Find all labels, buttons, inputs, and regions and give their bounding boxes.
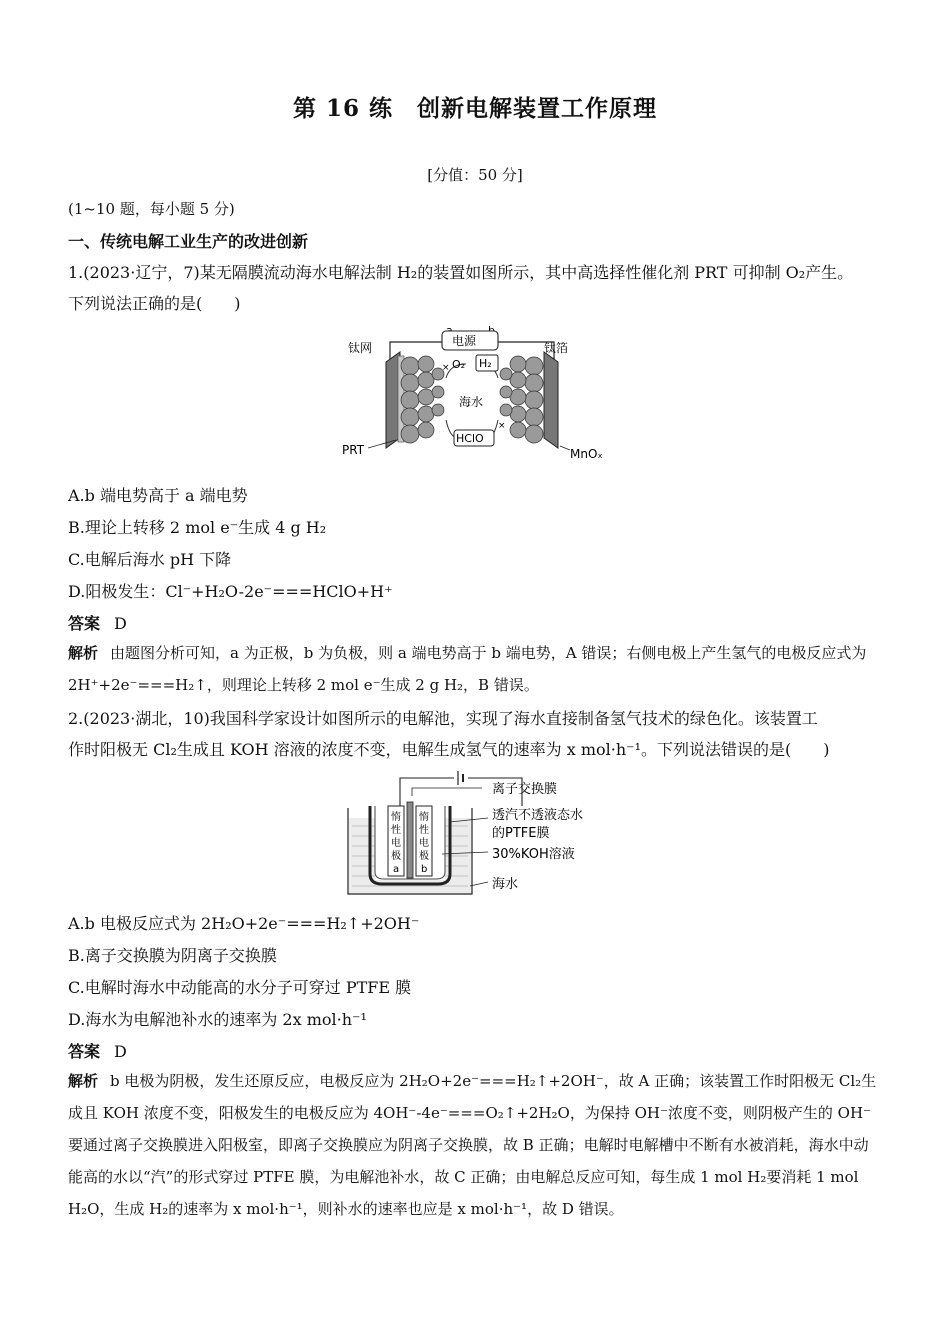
q2-electrode-a-char: a <box>393 864 400 875</box>
q2-fig-koh: 30%KOH溶液 <box>492 847 575 862</box>
q1-option-b: B.理论上转移 2 mol e⁻生成 4 g H₂ <box>68 518 327 537</box>
q1-fig-h2: H₂ <box>479 357 492 370</box>
q2-electrode-b-char: 电 <box>419 838 429 849</box>
q2-option-b: B.离子交换膜为阴离子交换膜 <box>68 946 277 965</box>
q2-fig-membrane: 离子交换膜 <box>492 782 558 797</box>
q2-electrode-a-char: 极 <box>391 851 401 862</box>
q1-answer <box>68 611 127 634</box>
q2-answer-label: 答案 <box>68 1042 101 1061</box>
q2-electrode-b-char: 性 <box>419 825 429 836</box>
q1-right-catalyst-spheres <box>500 356 543 443</box>
q1-stem-line1: 1.(2023·辽宁，7)某无隔膜流动海水电解法制 H₂的装置如图所示，其中高选择性催化剂 PRT 可抑制 O₂产生。 <box>68 263 854 282</box>
q1-fig-seawater: 海水 <box>459 395 484 409</box>
section-title: 一、传统电解工业生产的改进创新 <box>68 232 309 251</box>
q1-fig-o2: O₂ <box>452 358 466 371</box>
q1-option-d: D.阳极发生：Cl⁻+H₂O-2e⁻===HClO+H⁺ <box>68 582 393 601</box>
q1-fig-cross-left: × <box>442 363 450 373</box>
q1-explanation-label: 解析 <box>68 644 99 662</box>
q2-ion-exchange-membrane <box>407 802 413 878</box>
q1-answer-label: 答案 <box>68 614 101 633</box>
q1-explanation-text: 由题图分析可知，a 为正极，b 为负极，则 a 端电势高于 b 端电势，A 错误；右侧电极上产生氢气的电极反应式为 2H⁺+2e⁻===H₂↑，则理论上转移 2 mol e⁻生成 2 g H₂，B 错误。 <box>68 644 867 694</box>
q2-option-a: A.b 电极反应式为 2H₂O+2e⁻===H₂↑+2OH⁻ <box>68 914 420 933</box>
q2-stem-line1: 2.(2023·湖北，10)我国科学家设计如图所示的电解池，实现了海水直接制备氢气技术的绿色化。该装置工 <box>68 709 818 728</box>
q2-explanation-text: b 电极为阴极，发生还原反应，电极反应为 2H₂O+2e⁻===H₂↑+2OH⁻，故 A 正确；该装置工作时阳极无 Cl₂生成且 KOH 浓度不变，阳极发生的电极反应为 4OH⁻-4e⁻===O₂↑+2H₂O，为保持 OH⁻浓度不变，则阴极产生的 OH⁻要通过离子交换膜进入阳极室，即离子交换膜应为阴离子交换膜，故 B 正确；电解时电解槽中不断有水被消耗，海水中动能高的水以“汽”的形式穿过 PTFE 膜，为电解池补水，故 C 正确；由电解总反应可知，每生成 1 mol H₂要消耗 1 mol H₂O，生成 H₂的速率为 x mol·h⁻¹，则补水的速率也应是 x mol·h⁻¹，故 D 错误。 <box>68 1072 877 1218</box>
q2-electrode-a-char: 惰 <box>391 812 401 823</box>
q1-fig-prt: PRT <box>342 443 365 457</box>
q1-fig-mnox: MnOₓ <box>570 447 603 461</box>
q1-option-a: A.b 端电势高于 a 端电势 <box>68 486 248 505</box>
q2-explanation-label: 解析 <box>68 1072 99 1090</box>
q1-electrolysis-figure <box>338 320 618 470</box>
q2-electrode-a-char: 电 <box>391 838 401 849</box>
q1-left-catalyst-spheres <box>401 356 444 443</box>
q2-stem-line2: 作时阳极无 Cl₂生成且 KOH 溶液的浓度不变，电解生成氢气的速率为 x mol·h⁻¹。下列说法错误的是( ) <box>68 740 830 759</box>
q2-answer <box>68 1039 127 1062</box>
q1-option-c: C.电解后海水 pH 下降 <box>68 550 232 569</box>
q1-fig-right-electrode: 钛箔 <box>544 341 569 355</box>
q1-stem-line2: 下列说法正确的是( ) <box>68 294 241 313</box>
instructions: (1~10 题，每小题 5 分) <box>68 200 235 218</box>
q2-option-c: C.电解时海水中动能高的水分子可穿过 PTFE 膜 <box>68 978 412 997</box>
q2-electrolysis-figure <box>342 766 612 900</box>
q2-electrode-b-char: b <box>421 864 428 875</box>
page-title: 第 16 练 创新电解装置工作原理 <box>292 95 658 122</box>
q2-electrode-a-char: 性 <box>391 825 401 836</box>
q1-fig-left-electrode: 钛网 <box>348 341 373 355</box>
q1-fig-power: 电源 <box>452 334 477 348</box>
q2-electrode-b-char: 极 <box>419 851 429 862</box>
q2-option-d: D.海水为电解池补水的速率为 2x mol·h⁻¹ <box>68 1010 367 1029</box>
q2-fig-ptfe-line1: 透汽不透液态水 <box>492 808 584 823</box>
q1-fig-hclo: HClO <box>456 432 484 445</box>
q1-answer-value: D <box>114 614 127 633</box>
q2-electrode-b-char: 惰 <box>419 812 429 823</box>
q2-explanation <box>68 1065 880 1225</box>
q2-fig-seawater: 海水 <box>492 877 519 892</box>
score-info: [分值：50 分] <box>427 166 523 184</box>
q1-explanation <box>68 637 880 701</box>
q1-fig-cross-right: × <box>498 421 506 431</box>
q2-fig-ptfe-line2: 的PTFE膜 <box>492 826 550 841</box>
q1-right-plate <box>544 352 558 448</box>
q2-answer-value: D <box>114 1042 127 1061</box>
